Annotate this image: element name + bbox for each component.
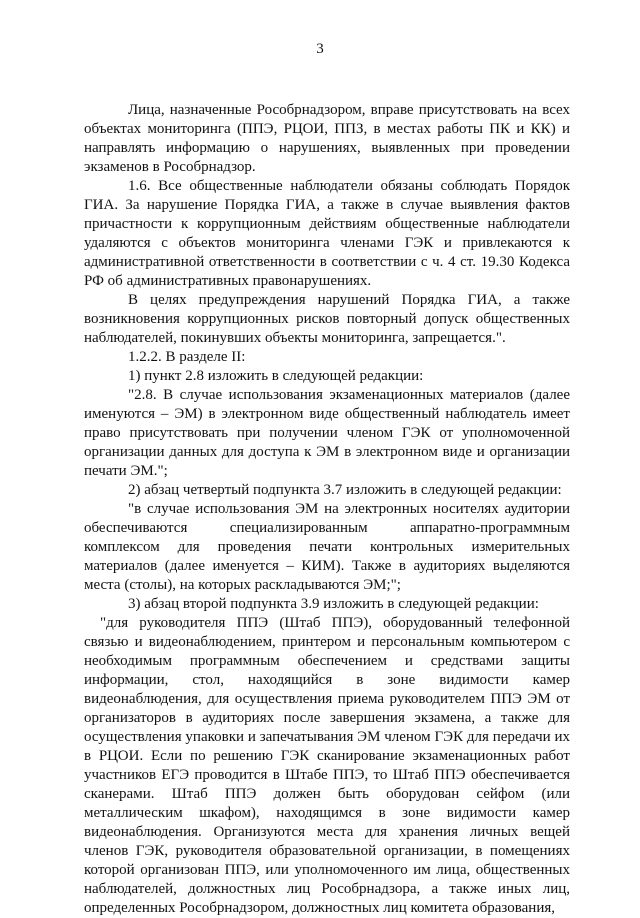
paragraph-2-8: "2.8. В случае использования экзаменационных материалов (далее именуются – ЭМ) в электронном виде общественный наблюдатель имеет право присутствовать при получении членом ГЭК от уполномоченной организации данных для доступа к ЭМ в электронном виде и организации печати ЭМ."; bbox=[84, 387, 570, 479]
paragraph-item-2: 2) абзац четвертый подпункта 3.7 изложить в следующей редакции: bbox=[128, 482, 562, 498]
paragraph-1-6: 1.6. Все общественные наблюдатели обязаны соблюдать Порядок ГИА. За нарушение Порядка ГИА, а также в случае выявления фактов причастности к коррупционным действиям общественные наблюдатели удаляются с объектов мониторинга членами ГЭК и привлекаются к административной ответственности в соответствии с ч. 4 ст. 19.30 Кодекса РФ об административных правонарушениях. bbox=[84, 178, 570, 289]
paragraph-corruption-risks: В целях предупреждения нарушений Порядка ГИА, а также возникновения коррупционных рисков повторный допуск общественных наблюдателей, покинувших объекты мониторинга, запрещается.". bbox=[84, 292, 570, 346]
paragraph-observers-rights: Лица, назначенные Рособрнадзором, вправе присутствовать на всех объектах мониторинга (ППЭ, РЦОИ, ППЗ, в местах работы ПК и КК) и направлять информацию о нарушениях, выявленных при проведении экзаменов в Рособрнадзор. bbox=[84, 102, 570, 175]
paragraph-3-7-text: "в случае использования ЭМ на электронных носителях аудитории обеспечиваются специализированным аппаратно-программным комплексом для проведения печати контрольных измерительных материалов (далее именуется – КИМ). Также в аудиториях выделяются места (столы), на которых раскладываются ЭМ;"; bbox=[84, 501, 570, 593]
paragraph-3-9-text: "для руководителя ППЭ (Штаб ППЭ), оборудованный телефонной связью и видеонаблюдением, принтером и персональным компьютером с необходимым программным обеспечением и средствами защиты информации, стол, находящийся в зоне видимости камер видеонаблюдения, для осуществления приема руководителем ППЭ ЭМ от организаторов в аудиториях после завершения экзамена, а также для осуществления упаковки и запечатывания ЭМ членом ГЭК для передачи их в РЦОИ. Если по решению ГЭК сканирование экзаменационных работ участников ЕГЭ проводится в Штабе ППЭ, то Штаб ППЭ обеспечивается сканерами. Штаб ППЭ должен быть оборудован сейфом (или металлическим шкафом), находящимся в зоне видимости камер видеонаблюдения. Организуются места для хранения личных вещей членов ГЭК, руководителя образовательной организации, в помещениях которой организован ППЭ, или уполномоченного им лица, общественных наблюдателей, должностных лиц Рособрнадзора, а также иных лиц, определенных Рособрнадзором, должностных лиц комитета образования, bbox=[84, 615, 570, 916]
paragraph-item-1: 1) пункт 2.8 изложить в следующей редакции: bbox=[128, 368, 424, 384]
document-body bbox=[84, 101, 570, 918]
paragraph-1-2-2: 1.2.2. В разделе II: bbox=[128, 349, 246, 365]
page-number: 3 bbox=[316, 41, 324, 57]
paragraph-item-3: 3) абзац второй подпункта 3.9 изложить в следующей редакции: bbox=[128, 596, 539, 612]
